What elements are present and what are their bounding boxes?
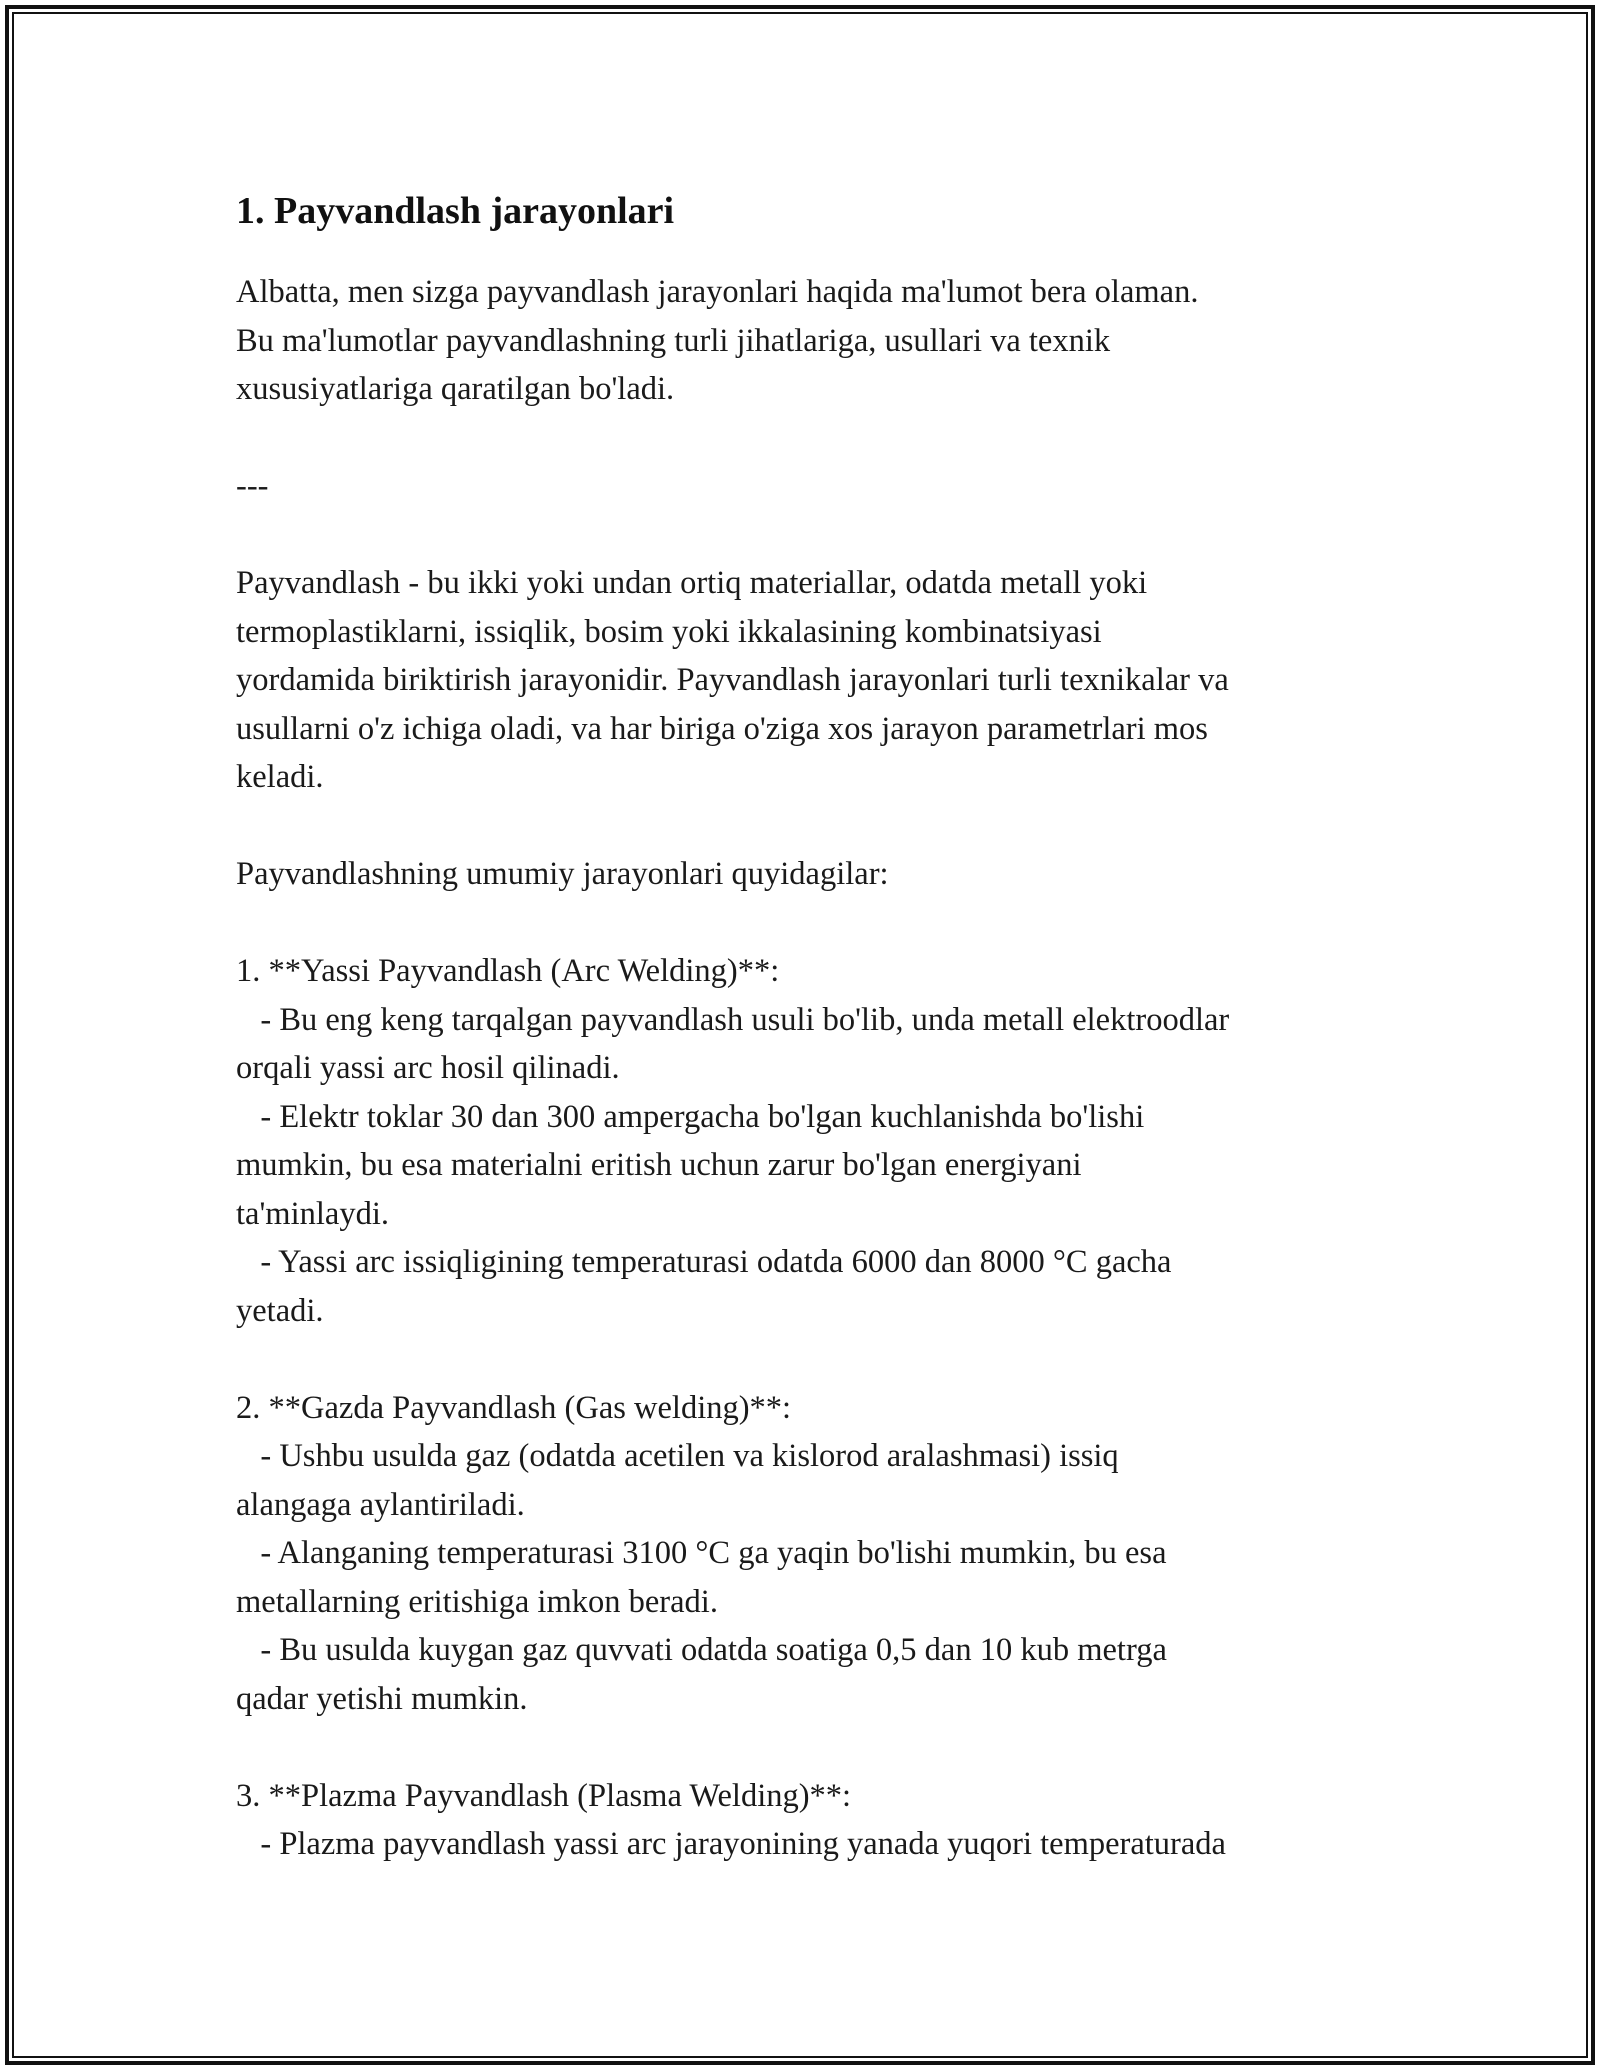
text-line: Albatta, men sizga payvandlash jarayonlari haqida ma'lumot bera olaman. [236, 274, 1199, 310]
text-line: - Plazma payvandlash yassi arc jarayonining yanada yuqori temperaturada [236, 1826, 1226, 1862]
document-heading: 1. Payvandlash jarayonlari [236, 190, 675, 232]
text-line: metallarning eritishiga imkon beradi. [236, 1583, 718, 1620]
text-line: alangaga aylantiriladi. [236, 1486, 525, 1523]
text-line: Payvandlash - bu ikki yoki undan ortiq materiallar, odatda metall yoki [236, 565, 1148, 601]
section-title: 2. **Gazda Payvandlash (Gas welding)**: [236, 1389, 792, 1426]
text-line: keladi. [236, 759, 324, 795]
text-line: usullarni o'z ichiga oladi, va har biriga o'ziga xos jarayon parametrlari mos [236, 710, 1208, 747]
text-line: Bu ma'lumotlar payvandlashning turli jihatlariga, usullari va texnik [236, 322, 1111, 359]
intro-paragraph [236, 268, 1386, 414]
text-line: - Alanganing temperaturasi 3100 °C ga yaqin bo'lishi mumkin, bu esa [236, 1535, 1167, 1571]
text-line: yordamida biriktirish jarayonidir. Payvandlash jarayonlari turli texnikalar va [236, 662, 1229, 698]
section-arc-welding [236, 947, 1386, 1335]
text-line: orqali yassi arc hosil qilinadi. [236, 1050, 620, 1086]
text-line: yetadi. [236, 1292, 324, 1329]
text-line: xususiyatlariga qaratilgan bo'ladi. [236, 371, 675, 407]
list-intro: Payvandlashning umumiy jarayonlari quyidagilar: [236, 856, 889, 892]
section-title: 3. **Plazma Payvandlash (Plasma Welding)**: [236, 1777, 852, 1814]
section-title: 1. **Yassi Payvandlash (Arc Welding)**: [236, 953, 780, 989]
definition-paragraph [236, 559, 1386, 802]
separator-line: --- [236, 468, 269, 504]
text-line: qadar yetishi mumkin. [236, 1680, 528, 1717]
text-line: - Yassi arc issiqligining temperaturasi odatda 6000 dan 8000 °C gacha [236, 1244, 1172, 1280]
text-line: mumkin, bu esa materialni eritish uchun zarur bo'lgan energiyani [236, 1147, 1082, 1183]
text-line: - Elektr toklar 30 dan 300 ampergacha bo'lgan kuchlanishda bo'lishi [236, 1098, 1145, 1135]
text-line: termoplastiklarni, issiqlik, bosim yoki ikkalasining kombinatsiyasi [236, 613, 1102, 650]
section-plasma-welding [236, 1772, 1386, 1869]
text-line: ta'minlaydi. [236, 1195, 389, 1232]
section-gas-welding [236, 1384, 1386, 1724]
text-line: - Bu usulda kuygan gaz quvvati odatda soatiga 0,5 dan 10 kub metrga [236, 1632, 1167, 1668]
document-body [236, 186, 1386, 1869]
text-line: - Ushbu usulda gaz (odatda acetilen va kislorod aralashmasi) issiq [236, 1438, 1119, 1474]
text-line: - Bu eng keng tarqalgan payvandlash usuli bo'lib, unda metall elektroodlar [236, 1001, 1230, 1038]
